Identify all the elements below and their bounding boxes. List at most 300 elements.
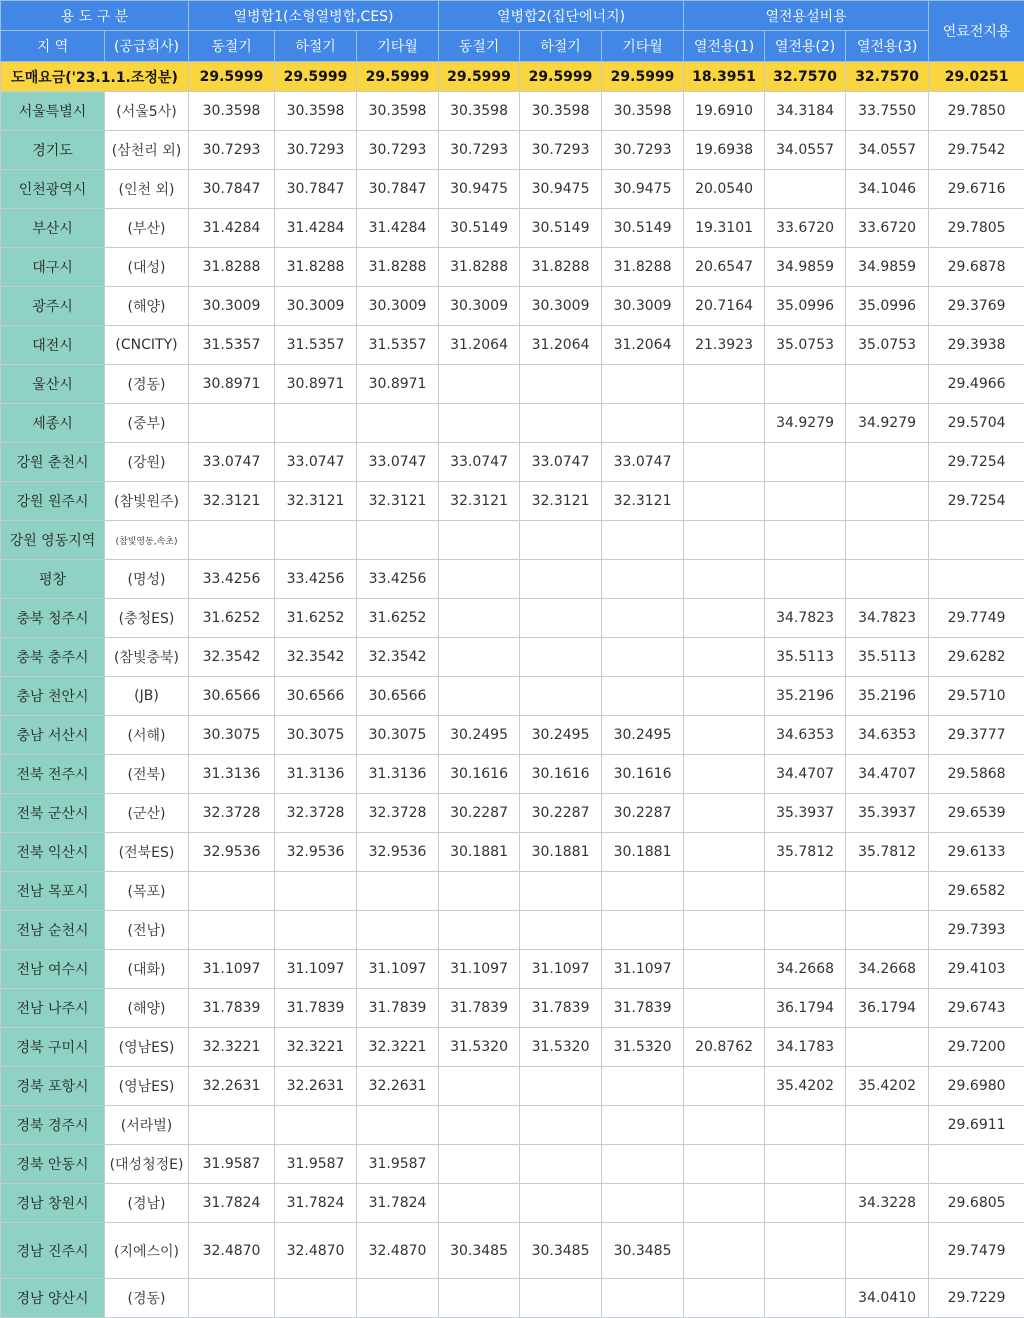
- rate-cell: 30.3485: [602, 1223, 684, 1279]
- company-cell: (JB): [105, 677, 189, 716]
- rate-cell: 32.4870: [357, 1223, 439, 1279]
- rate-cell: [602, 638, 684, 677]
- table-row: [1, 989, 1024, 1028]
- rate-cell: [765, 872, 846, 911]
- rate-cell: [846, 872, 929, 911]
- wholesale-value: 32.7570: [846, 62, 929, 92]
- region-cell: 충남 천안시: [1, 677, 105, 716]
- rate-cell: 29.7229: [929, 1279, 1024, 1318]
- rate-cell: 32.3121: [439, 482, 520, 521]
- rate-cell: 34.0557: [846, 131, 929, 170]
- rate-cell: 30.3485: [520, 1223, 602, 1279]
- rate-cell: 31.7839: [439, 989, 520, 1028]
- company-cell: (삼천리 외): [105, 131, 189, 170]
- rate-cell: 35.5113: [765, 638, 846, 677]
- rate-cell: 31.7839: [275, 989, 357, 1028]
- rate-cell: 30.1881: [602, 833, 684, 872]
- rate-cell: 36.1794: [765, 989, 846, 1028]
- rate-cell: 21.3923: [684, 326, 765, 365]
- table-row: [1, 872, 1024, 911]
- table-row: [1, 1028, 1024, 1067]
- rate-cell: 30.7847: [275, 170, 357, 209]
- region-cell: 경북 구미시: [1, 1028, 105, 1067]
- rate-cell: 31.7824: [357, 1184, 439, 1223]
- rate-cell: 33.6720: [846, 209, 929, 248]
- region-cell: 경북 안동시: [1, 1145, 105, 1184]
- rate-cell: [684, 638, 765, 677]
- rate-cell: 30.3009: [357, 287, 439, 326]
- rate-cell: [602, 560, 684, 599]
- table-row: [1, 521, 1024, 560]
- rate-cell: [602, 677, 684, 716]
- region-cell: 전남 순천시: [1, 911, 105, 950]
- rate-cell: [765, 1106, 846, 1145]
- table-row: [1, 248, 1024, 287]
- rate-cell: [602, 872, 684, 911]
- wholesale-value: 29.5999: [189, 62, 275, 92]
- rate-cell: 30.3009: [439, 287, 520, 326]
- rate-cell: 30.2287: [520, 794, 602, 833]
- rate-cell: 31.1097: [275, 950, 357, 989]
- table-row: [1, 482, 1024, 521]
- rate-cell: [684, 1223, 765, 1279]
- company-cell: (지에스이): [105, 1223, 189, 1279]
- rate-cell: 35.2196: [846, 677, 929, 716]
- rate-cell: [684, 794, 765, 833]
- rate-cell: 34.7823: [846, 599, 929, 638]
- rate-cell: 30.7293: [520, 131, 602, 170]
- region-cell: 서울특별시: [1, 92, 105, 131]
- table-row: [1, 1106, 1024, 1145]
- rate-cell: [684, 599, 765, 638]
- rate-cell: 30.2287: [602, 794, 684, 833]
- rate-cell: 32.3728: [275, 794, 357, 833]
- rate-cell: 35.0753: [846, 326, 929, 365]
- rate-cell: 33.0747: [357, 443, 439, 482]
- rate-cell: 31.8288: [602, 248, 684, 287]
- rate-cell: [602, 404, 684, 443]
- rate-cell: 32.4870: [189, 1223, 275, 1279]
- rate-cell: [765, 170, 846, 209]
- region-cell: 강원 영동지역: [1, 521, 105, 560]
- rate-cell: 34.3228: [846, 1184, 929, 1223]
- header-chp1-winter: 동절기: [189, 31, 275, 62]
- rate-cell: 30.1616: [439, 755, 520, 794]
- rate-cell: 30.3598: [275, 92, 357, 131]
- table-row: [1, 677, 1024, 716]
- rate-cell: [357, 404, 439, 443]
- company-cell: (목포): [105, 872, 189, 911]
- rate-cell: 30.6566: [357, 677, 439, 716]
- rate-cell: 34.9279: [846, 404, 929, 443]
- region-cell: 전남 여수시: [1, 950, 105, 989]
- rate-cell: 32.3121: [189, 482, 275, 521]
- header-chp1-summer: 하절기: [275, 31, 357, 62]
- rate-cell: [846, 1028, 929, 1067]
- rate-cell: 30.9475: [520, 170, 602, 209]
- header-chp2-summer: 하절기: [520, 31, 602, 62]
- company-cell: (서라벌): [105, 1106, 189, 1145]
- rate-cell: [357, 1106, 439, 1145]
- rate-cell: [684, 482, 765, 521]
- rate-cell: 31.5357: [275, 326, 357, 365]
- rate-cell: 31.8288: [189, 248, 275, 287]
- rate-cell: 30.3009: [275, 287, 357, 326]
- company-cell: (영남ES): [105, 1067, 189, 1106]
- rate-cell: [439, 365, 520, 404]
- header-chp1-other: 기타월: [357, 31, 439, 62]
- rate-cell: 29.4966: [929, 365, 1024, 404]
- rate-cell: 34.3184: [765, 92, 846, 131]
- rate-cell: [846, 482, 929, 521]
- rate-cell: 30.3598: [189, 92, 275, 131]
- header-fuel-cell: 연료전지용: [929, 1, 1024, 62]
- rate-cell: 32.3121: [602, 482, 684, 521]
- rate-cell: 34.4707: [846, 755, 929, 794]
- rate-cell: 31.8288: [357, 248, 439, 287]
- rate-cell: 32.9536: [275, 833, 357, 872]
- rate-cell: 30.1616: [602, 755, 684, 794]
- header-heat3: 열전용(3): [846, 31, 929, 62]
- rate-cell: 31.7839: [357, 989, 439, 1028]
- company-cell: (영남ES): [105, 1028, 189, 1067]
- rate-cell: [846, 443, 929, 482]
- rate-cell: 34.2668: [846, 950, 929, 989]
- rate-cell: 31.9587: [357, 1145, 439, 1184]
- rate-cell: 30.1881: [520, 833, 602, 872]
- rate-cell: 29.6133: [929, 833, 1024, 872]
- rate-cell: 31.5320: [439, 1028, 520, 1067]
- rate-cell: [357, 872, 439, 911]
- rate-cell: [765, 560, 846, 599]
- rate-cell: [846, 1223, 929, 1279]
- wholesale-value: 32.7570: [765, 62, 846, 92]
- rate-cell: [846, 911, 929, 950]
- rate-cell: 35.2196: [765, 677, 846, 716]
- company-cell: (해양): [105, 287, 189, 326]
- rate-cell: 30.2495: [439, 716, 520, 755]
- company-cell: (대화): [105, 950, 189, 989]
- rate-cell: [846, 365, 929, 404]
- rate-cell: 30.1616: [520, 755, 602, 794]
- company-cell: (CNCITY): [105, 326, 189, 365]
- rate-cell: 30.3598: [520, 92, 602, 131]
- rate-cell: 31.5320: [602, 1028, 684, 1067]
- rate-cell: 29.6282: [929, 638, 1024, 677]
- company-cell: (전남): [105, 911, 189, 950]
- rate-cell: [929, 521, 1024, 560]
- rate-cell: 29.6743: [929, 989, 1024, 1028]
- rate-cell: [765, 482, 846, 521]
- rate-cell: 33.4256: [275, 560, 357, 599]
- rate-cell: 31.2064: [520, 326, 602, 365]
- rate-cell: 33.4256: [357, 560, 439, 599]
- rate-cell: 31.1097: [602, 950, 684, 989]
- rate-cell: 31.2064: [602, 326, 684, 365]
- region-cell: 대구시: [1, 248, 105, 287]
- rate-cell: 31.6252: [189, 599, 275, 638]
- region-cell: 경남 양산시: [1, 1279, 105, 1318]
- rate-cell: [439, 1067, 520, 1106]
- rate-cell: [684, 950, 765, 989]
- rate-cell: 31.1097: [439, 950, 520, 989]
- rate-cell: [684, 716, 765, 755]
- table-row: [1, 1184, 1024, 1223]
- region-cell: 경기도: [1, 131, 105, 170]
- rate-cell: 32.3542: [357, 638, 439, 677]
- wholesale-row: [1, 62, 1024, 92]
- rate-cell: 29.7850: [929, 92, 1024, 131]
- region-cell: 충북 충주시: [1, 638, 105, 677]
- rate-cell: [684, 1067, 765, 1106]
- rate-cell: [189, 521, 275, 560]
- rate-cell: [765, 1145, 846, 1184]
- region-cell: 울산시: [1, 365, 105, 404]
- rate-cell: 34.1046: [846, 170, 929, 209]
- rate-cell: 30.7293: [357, 131, 439, 170]
- rate-cell: 31.7839: [602, 989, 684, 1028]
- rate-cell: [439, 521, 520, 560]
- rate-cell: [684, 404, 765, 443]
- wholesale-value: 29.5999: [275, 62, 357, 92]
- rate-cell: [602, 365, 684, 404]
- rate-cell: 30.3485: [439, 1223, 520, 1279]
- table-row: [1, 443, 1024, 482]
- rate-cell: 34.0557: [765, 131, 846, 170]
- table-row: [1, 794, 1024, 833]
- rate-cell: 35.3937: [765, 794, 846, 833]
- rate-cell: [765, 521, 846, 560]
- rate-cell: 33.0747: [602, 443, 684, 482]
- company-cell: (서해): [105, 716, 189, 755]
- rate-cell: 31.8288: [275, 248, 357, 287]
- rate-cell: [520, 1106, 602, 1145]
- rate-cell: 20.0540: [684, 170, 765, 209]
- rate-cell: [765, 443, 846, 482]
- rate-cell: 29.6539: [929, 794, 1024, 833]
- header-region: 지 역: [1, 31, 105, 62]
- company-cell: (경동): [105, 1279, 189, 1318]
- rate-cell: [520, 677, 602, 716]
- company-cell: (명성): [105, 560, 189, 599]
- rate-cell: 33.4256: [189, 560, 275, 599]
- rate-cell: [602, 521, 684, 560]
- rate-cell: 34.1783: [765, 1028, 846, 1067]
- rate-cell: 30.5149: [602, 209, 684, 248]
- company-cell: (중부): [105, 404, 189, 443]
- rate-cell: [275, 872, 357, 911]
- rate-cell: [765, 1184, 846, 1223]
- rate-cell: [520, 911, 602, 950]
- region-cell: 전북 전주시: [1, 755, 105, 794]
- rate-cell: 31.7824: [189, 1184, 275, 1223]
- rate-cell: 35.5113: [846, 638, 929, 677]
- rate-cell: [684, 560, 765, 599]
- rate-cell: 32.2631: [357, 1067, 439, 1106]
- company-cell: (군산): [105, 794, 189, 833]
- rate-cell: 30.3598: [357, 92, 439, 131]
- region-cell: 부산시: [1, 209, 105, 248]
- rate-cell: 33.6720: [765, 209, 846, 248]
- region-cell: 충북 청주시: [1, 599, 105, 638]
- rate-cell: 30.3075: [189, 716, 275, 755]
- rate-cell: [684, 1184, 765, 1223]
- rate-cell: [520, 404, 602, 443]
- rate-cell: 31.1097: [189, 950, 275, 989]
- table-row: [1, 209, 1024, 248]
- wholesale-value: 18.3951: [684, 62, 765, 92]
- table-row: [1, 638, 1024, 677]
- rate-cell: 31.7839: [520, 989, 602, 1028]
- rate-cell: [439, 872, 520, 911]
- rate-cell: 29.5710: [929, 677, 1024, 716]
- company-cell: (참빛충북): [105, 638, 189, 677]
- rate-cell: 30.9475: [602, 170, 684, 209]
- rate-cell: [846, 521, 929, 560]
- rate-cell: 34.9859: [765, 248, 846, 287]
- company-cell: (전북): [105, 755, 189, 794]
- rate-cell: 32.3542: [189, 638, 275, 677]
- company-cell: (전북ES): [105, 833, 189, 872]
- rate-cell: 31.8288: [520, 248, 602, 287]
- rate-cell: [520, 1067, 602, 1106]
- rate-cell: 31.9587: [275, 1145, 357, 1184]
- rate-cell: 34.0410: [846, 1279, 929, 1318]
- table-row: [1, 599, 1024, 638]
- rate-cell: 30.3009: [189, 287, 275, 326]
- rate-cell: [439, 638, 520, 677]
- region-cell: 경북 경주시: [1, 1106, 105, 1145]
- rate-cell: [684, 1106, 765, 1145]
- rate-cell: 34.4707: [765, 755, 846, 794]
- rate-cell: [439, 1145, 520, 1184]
- rate-cell: 34.9859: [846, 248, 929, 287]
- rate-cell: 31.5357: [357, 326, 439, 365]
- rate-cell: 29.5868: [929, 755, 1024, 794]
- table-row: [1, 716, 1024, 755]
- rate-cell: 31.4284: [189, 209, 275, 248]
- rate-cell: 29.7254: [929, 482, 1024, 521]
- rate-cell: 35.7812: [765, 833, 846, 872]
- header-company: (공급회사): [105, 31, 189, 62]
- company-cell: (해양): [105, 989, 189, 1028]
- region-cell: 경북 포항시: [1, 1067, 105, 1106]
- rate-cell: 32.3121: [520, 482, 602, 521]
- rate-cell: 33.0747: [520, 443, 602, 482]
- region-cell: 경남 진주시: [1, 1223, 105, 1279]
- table-row: [1, 131, 1024, 170]
- region-cell: 세종시: [1, 404, 105, 443]
- rate-cell: 30.7293: [189, 131, 275, 170]
- rate-cell: [602, 1184, 684, 1223]
- rate-cell: 31.7839: [189, 989, 275, 1028]
- rate-cell: [275, 1106, 357, 1145]
- rate-cell: [602, 1106, 684, 1145]
- rate-cell: 31.5357: [189, 326, 275, 365]
- header-chp2: 열병합2(집단에너지): [439, 1, 684, 31]
- table-row: [1, 404, 1024, 443]
- rate-cell: 30.6566: [275, 677, 357, 716]
- rate-cell: 31.6252: [357, 599, 439, 638]
- rate-cell: 32.3221: [357, 1028, 439, 1067]
- rate-cell: 29.3769: [929, 287, 1024, 326]
- rate-cell: 20.6547: [684, 248, 765, 287]
- company-cell: (강원): [105, 443, 189, 482]
- rate-cell: 35.0996: [765, 287, 846, 326]
- rate-cell: 33.7550: [846, 92, 929, 131]
- rate-cell: [684, 833, 765, 872]
- header-chp1: 열병합1(소형열병합,CES): [189, 1, 439, 31]
- rate-cell: 29.7542: [929, 131, 1024, 170]
- rate-cell: [275, 521, 357, 560]
- rate-cell: [684, 989, 765, 1028]
- rate-cell: [684, 911, 765, 950]
- rate-cell: [602, 1067, 684, 1106]
- wholesale-value: 29.5999: [602, 62, 684, 92]
- rate-cell: [439, 404, 520, 443]
- rate-cell: [520, 1145, 602, 1184]
- header-heat2: 열전용(2): [765, 31, 846, 62]
- rate-cell: 31.7824: [275, 1184, 357, 1223]
- rate-cell: 30.8971: [189, 365, 275, 404]
- rate-cell: 30.7293: [439, 131, 520, 170]
- rate-cell: 31.4284: [275, 209, 357, 248]
- rate-cell: 30.3598: [439, 92, 520, 131]
- table-row: [1, 560, 1024, 599]
- rate-cell: [602, 1145, 684, 1184]
- rate-cell: 35.0753: [765, 326, 846, 365]
- rate-cell: 30.7293: [602, 131, 684, 170]
- rate-cell: 19.6910: [684, 92, 765, 131]
- rate-cell: 30.7847: [189, 170, 275, 209]
- rate-cell: [189, 1106, 275, 1145]
- rate-cell: [684, 755, 765, 794]
- rate-cell: 31.6252: [275, 599, 357, 638]
- rate-cell: [439, 911, 520, 950]
- rate-cell: [439, 1106, 520, 1145]
- rate-cell: 30.7293: [275, 131, 357, 170]
- rate-cell: 30.6566: [189, 677, 275, 716]
- rate-cell: 29.5704: [929, 404, 1024, 443]
- rate-cell: 30.8971: [357, 365, 439, 404]
- rate-cell: 34.6353: [846, 716, 929, 755]
- rate-cell: [520, 599, 602, 638]
- rate-cell: [765, 1223, 846, 1279]
- region-cell: 광주시: [1, 287, 105, 326]
- rate-cell: 30.8971: [275, 365, 357, 404]
- table-header: [1, 1, 1024, 62]
- rate-cell: [602, 599, 684, 638]
- rate-cell: 31.4284: [357, 209, 439, 248]
- table-row: [1, 1067, 1024, 1106]
- rate-cell: 35.0996: [846, 287, 929, 326]
- company-cell: (부산): [105, 209, 189, 248]
- rate-cell: 20.8762: [684, 1028, 765, 1067]
- rate-cell: [275, 404, 357, 443]
- region-cell: 전북 군산시: [1, 794, 105, 833]
- company-cell: (대성): [105, 248, 189, 287]
- rate-cell: 31.9587: [189, 1145, 275, 1184]
- header-heat-facility: 열전용설비용: [684, 1, 929, 31]
- rate-cell: 31.1097: [357, 950, 439, 989]
- rate-cell: 29.7393: [929, 911, 1024, 950]
- rate-cell: 36.1794: [846, 989, 929, 1028]
- rate-cell: 30.2287: [439, 794, 520, 833]
- rate-cell: 32.2631: [275, 1067, 357, 1106]
- rate-cell: [520, 521, 602, 560]
- company-cell: (경동): [105, 365, 189, 404]
- rate-cell: 32.3121: [357, 482, 439, 521]
